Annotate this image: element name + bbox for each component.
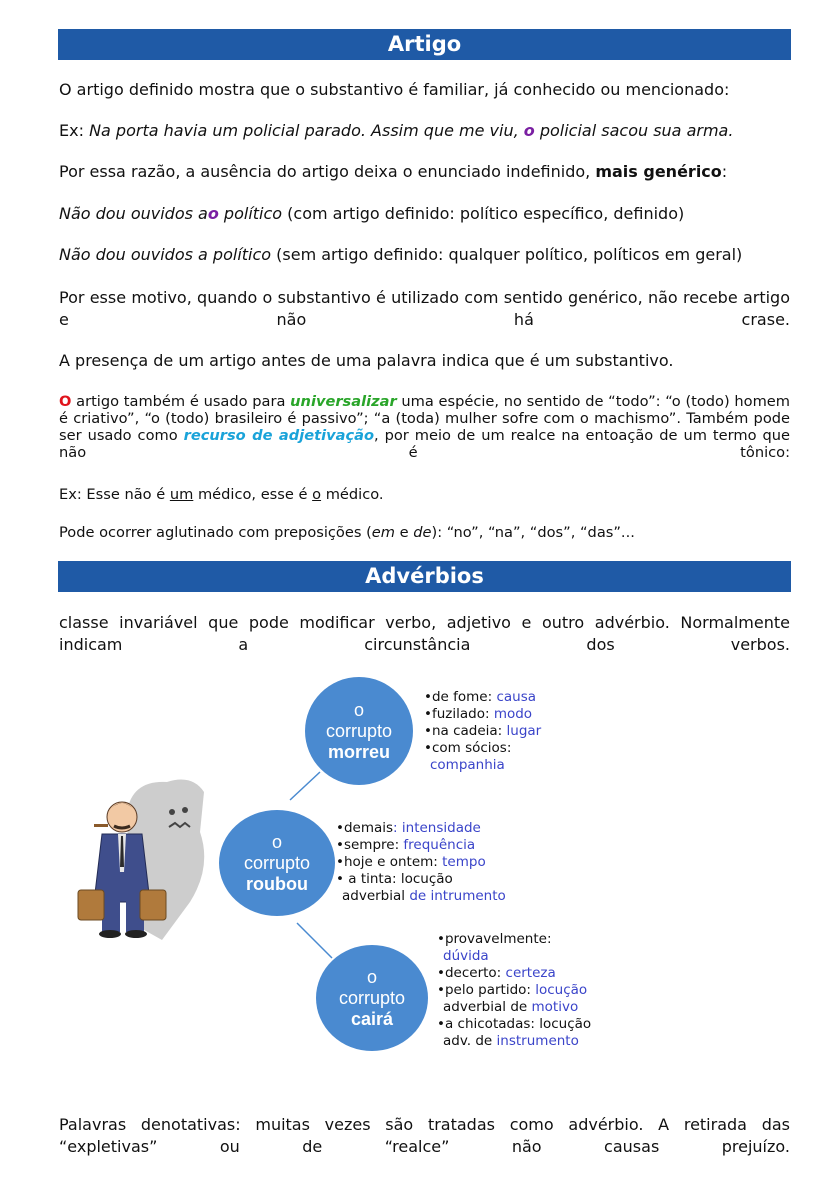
bullet-list-roubou	[336, 820, 506, 905]
italic-text: de	[413, 524, 432, 541]
list-item	[336, 837, 506, 854]
list-item	[424, 706, 541, 723]
paragraph: O artigo definido mostra que o substantivo é familiar, já conhecido ou mencionado:	[59, 80, 730, 99]
list-item	[336, 820, 506, 837]
circle-text: corrupto	[243, 852, 311, 873]
item-key: •pelo partido:	[437, 982, 536, 998]
list-item	[424, 723, 541, 740]
text: Por essa razão, a ausência do artigo deixa o enunciado indefinido,	[59, 162, 596, 181]
item-key: •provavelmente:	[437, 931, 552, 947]
list-item	[437, 1016, 591, 1033]
text: (sem artigo definido: qualquer político, políticos em geral)	[271, 245, 743, 264]
item-value: tempo	[442, 854, 486, 870]
list-item	[424, 740, 541, 757]
list-item	[437, 948, 591, 965]
item-key: •com sócios:	[424, 740, 512, 756]
text: Na porta havia um policial parado. Assim que me viu,	[89, 121, 524, 140]
paragraph: A presença de um artigo antes de uma palavra indica que é um substantivo.	[59, 351, 674, 370]
item-key: adverbial	[342, 888, 410, 904]
item-key: • a tinta: locução	[336, 871, 453, 887]
circle-text: o	[271, 831, 282, 852]
text: médico.	[321, 486, 384, 503]
item-value: modo	[493, 706, 533, 722]
list-item	[336, 871, 506, 888]
text: político	[218, 204, 283, 223]
item-value: : intensidade	[393, 820, 481, 836]
highlight-recurso: recurso de adjetivação	[183, 427, 374, 444]
item-key: •hoje e ontem:	[336, 854, 443, 870]
italic-text: em	[371, 524, 395, 541]
text: Pode ocorrer aglutinado com preposições (	[59, 524, 372, 541]
list-item	[336, 854, 506, 871]
list-item	[437, 1033, 591, 1050]
item-key: adv. de	[443, 1033, 497, 1049]
circle-verb: cairá	[350, 1008, 394, 1029]
politician-illustration	[72, 772, 222, 947]
item-key: •demais	[336, 820, 394, 836]
section-title-adverbios: Advérbios	[58, 561, 791, 592]
item-value: de intrumento	[409, 888, 506, 904]
shadow-eye	[182, 807, 188, 813]
item-key: •decerto:	[437, 965, 506, 981]
item-value: certeza	[505, 965, 556, 981]
item-value: frequência	[403, 837, 476, 853]
text: , por meio de um realce na entoação de um termo que não é tônico:	[59, 427, 790, 461]
text: artigo também é usado para	[71, 393, 291, 410]
circle-roubou	[219, 810, 335, 916]
paragraph: classe invariável que pode modificar verbo, adjetivo e outro advérbio. Normalmente indicam a circunstância dos verbos.	[59, 613, 790, 654]
item-value: companhia	[430, 757, 505, 773]
bullet-list-morreu	[424, 689, 541, 774]
circle-text: o	[366, 966, 377, 987]
list-item	[336, 888, 506, 905]
item-key: •na cadeia:	[424, 723, 507, 739]
text: Ex:	[59, 121, 90, 140]
item-value: instrumento	[496, 1033, 579, 1049]
text: :	[721, 162, 728, 181]
shadow-eye	[169, 809, 175, 815]
briefcase-right	[140, 890, 166, 920]
circle-text: o	[353, 699, 364, 720]
list-item	[437, 999, 591, 1016]
text: (com artigo definido: político específico, definido)	[282, 204, 685, 223]
text: médico, esse é	[193, 486, 313, 503]
item-value: causa	[496, 689, 536, 705]
briefcase-left	[78, 890, 104, 920]
circle-caira	[316, 945, 428, 1051]
text: uma espécie, no sentido de “todo”: “o (todo) homem é criativo”, “o (todo) brasileiro é passivo”; “a (toda) mulher sofre com o machismo”. Também pode ser usado como	[59, 393, 790, 444]
connector-line	[290, 772, 320, 800]
list-item	[437, 982, 591, 999]
paragraph: Por esse motivo, quando o substantivo é utilizado com sentido genérico, não recebe artigo e não há crase.	[59, 288, 790, 329]
circle-verb: morreu	[327, 741, 390, 762]
circle-verb: roubou	[246, 873, 308, 894]
highlight-o: O	[59, 393, 72, 410]
item-key: •de fome:	[424, 689, 497, 705]
item-key: adverbial de	[443, 999, 532, 1015]
item-value: motivo	[531, 999, 579, 1015]
paragraph: Palavras denotativas: muitas vezes são tratadas como advérbio. A retirada das “expletivas” ou de “realce” não causas prejuízo.	[59, 1115, 790, 1156]
text: Ex: Esse não é	[59, 486, 170, 503]
item-value: locução	[535, 982, 588, 998]
bullet-list-caira	[437, 931, 591, 1050]
text: policial sacou sua arma.	[534, 121, 734, 140]
connector-line	[297, 923, 332, 958]
item-value: dúvida	[443, 948, 489, 964]
circle-text: corrupto	[325, 720, 393, 741]
text: Não dou ouvidos a	[59, 204, 208, 223]
list-item	[424, 689, 541, 706]
underlined-o: o	[312, 486, 322, 503]
text: ): “no”, “na”, “dos”, “das”...	[431, 524, 635, 541]
item-key: •sempre:	[336, 837, 404, 853]
item-value: lugar	[506, 723, 542, 739]
list-item	[437, 931, 591, 948]
list-item	[424, 757, 541, 774]
section-title-artigo: Artigo	[58, 29, 791, 60]
circle-text: corrupto	[338, 987, 406, 1008]
italic-text: Não dou ouvidos a político	[59, 245, 272, 264]
highlight-article: o	[523, 121, 535, 140]
item-key: •a chicotadas: locução	[437, 1016, 592, 1032]
highlight-article: o	[207, 204, 219, 223]
cigar	[94, 824, 108, 827]
circle-morreu	[305, 677, 413, 785]
item-key: •fuzilado:	[424, 706, 494, 722]
shoe	[99, 930, 121, 938]
list-item	[437, 965, 591, 982]
underlined-um: um	[169, 486, 194, 503]
highlight-universalizar: universalizar	[290, 393, 397, 410]
text: e	[394, 524, 414, 541]
leg	[102, 900, 120, 932]
shoe	[125, 930, 147, 938]
bold-text: mais genérico	[595, 162, 722, 181]
